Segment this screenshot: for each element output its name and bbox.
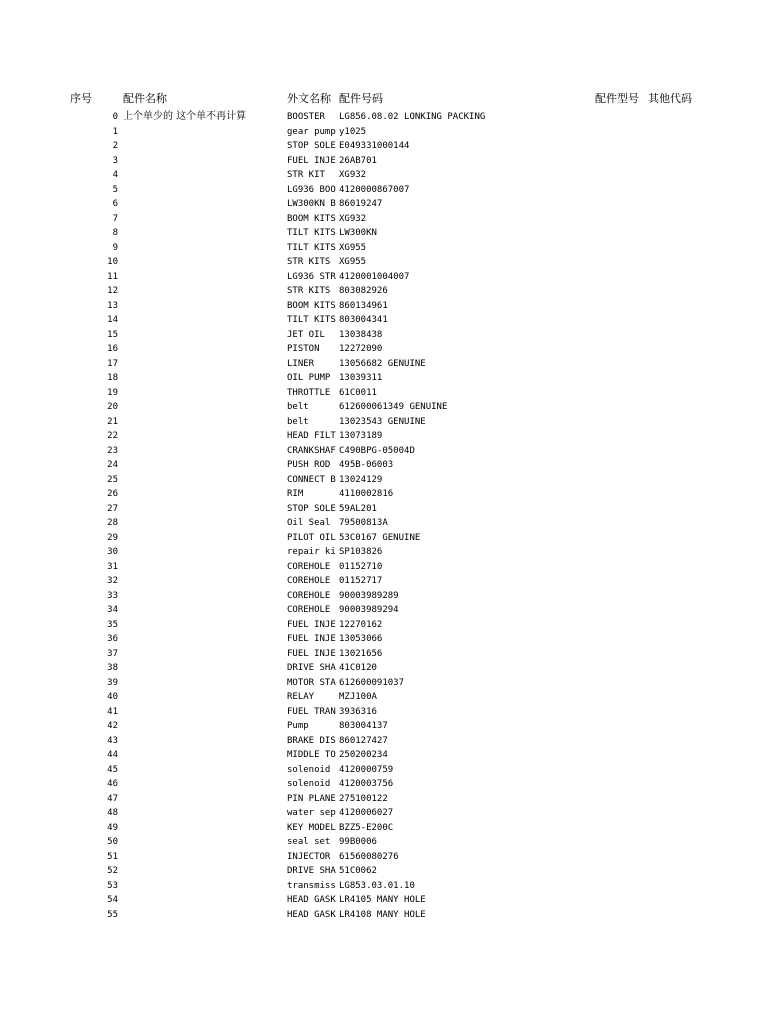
- part-number-cell: 860127427: [339, 735, 388, 746]
- foreign-name-cell: gear pump: [287, 126, 336, 137]
- row-index: 4: [112, 170, 118, 180]
- foreign-name-cell: solenoid: [287, 779, 331, 789]
- foreign-name-cell: MOTOR STA: [287, 677, 336, 688]
- part-number-cell: 12270162: [339, 619, 383, 630]
- row-index: 33: [107, 590, 118, 601]
- table-row: [0, 110, 768, 125]
- foreign-name-cell: belt: [287, 416, 309, 427]
- part-number-cell: 90003989294: [339, 605, 399, 615]
- part-number-cell: C490BPG-05004D: [339, 445, 415, 456]
- part-number-cell: 99B0006: [339, 837, 377, 847]
- foreign-name-cell: water sep: [287, 808, 336, 818]
- table-row: [0, 864, 768, 879]
- row-index: 9: [112, 242, 118, 253]
- table-row: [0, 473, 768, 488]
- foreign-name-cell: THROTTLE: [287, 387, 331, 398]
- row-index: 25: [107, 474, 118, 485]
- row-index: 47: [107, 793, 118, 804]
- table-row: [0, 371, 768, 386]
- part-number-cell: XG955: [339, 257, 367, 267]
- foreign-name-cell: Pump: [287, 721, 309, 731]
- foreign-name-cell: RELAY: [287, 692, 315, 702]
- foreign-name-cell: BOOM KITS: [287, 300, 336, 311]
- foreign-name-cell: FUEL INJE: [287, 155, 336, 166]
- table-row: [0, 632, 768, 647]
- foreign-name-cell: RIM: [287, 489, 304, 499]
- table-row: [0, 168, 768, 183]
- part-number-cell: 13038438: [339, 329, 383, 340]
- foreign-name-cell: OIL PUMP: [287, 373, 331, 383]
- table-row: [0, 516, 768, 531]
- foreign-name-cell: repair ki: [287, 547, 336, 557]
- row-index: 27: [107, 503, 118, 514]
- part-number-cell: 13056682 GENUINE: [339, 358, 426, 369]
- row-index: 43: [107, 735, 118, 746]
- table-row: [0, 545, 768, 560]
- part-number-cell: 250200234: [339, 750, 388, 760]
- foreign-name-cell: FUEL INJE: [287, 648, 336, 659]
- part-number-cell: 13073189: [339, 431, 383, 441]
- table-row: [0, 603, 768, 618]
- row-index: 51: [107, 851, 118, 862]
- table-row: [0, 270, 768, 285]
- part-number-cell: 3936316: [339, 706, 377, 717]
- foreign-name-cell: TILT KITS: [287, 242, 336, 253]
- table-row: [0, 821, 768, 836]
- foreign-name-cell: KEY MODEL: [287, 822, 336, 833]
- part-number-cell: BZZ5-E200C: [339, 822, 394, 833]
- row-index: 17: [107, 358, 118, 369]
- part-number-cell: 803082926: [339, 286, 388, 296]
- table-row: [0, 792, 768, 807]
- part-number-cell: 803004137: [339, 721, 388, 731]
- part-number-cell: MZJ100A: [339, 692, 377, 702]
- row-index: 6: [112, 199, 118, 209]
- foreign-name-cell: TILT KITS: [287, 315, 336, 325]
- table-row: [0, 850, 768, 865]
- row-index: 2: [112, 141, 118, 151]
- table-row: [0, 705, 768, 720]
- row-index: 31: [107, 561, 118, 572]
- header-seq: 序号: [70, 92, 92, 105]
- foreign-name-cell: STR KIT: [287, 170, 325, 180]
- table-row: [0, 458, 768, 473]
- part-number-cell: 79500813A: [339, 518, 388, 528]
- part-number-cell: 90003989289: [339, 590, 399, 601]
- header-foreign-name: 外文名称: [287, 92, 331, 105]
- row-index: 39: [107, 677, 118, 688]
- row-index: 10: [107, 257, 118, 267]
- part-number-cell: 13021656: [339, 648, 383, 659]
- row-index: 40: [107, 692, 118, 702]
- part-number-cell: 26AB701: [339, 155, 377, 166]
- foreign-name-cell: HEAD GASK: [287, 909, 336, 920]
- foreign-name-cell: STOP SOLE: [287, 141, 336, 151]
- part-number-cell: 61560080276: [339, 851, 399, 862]
- table-row: [0, 835, 768, 850]
- table-row: [0, 560, 768, 575]
- table-row: [0, 719, 768, 734]
- foreign-name-cell: DRIVE SHA: [287, 663, 336, 673]
- foreign-name-cell: solenoid: [287, 764, 331, 775]
- row-index: 46: [107, 779, 118, 789]
- row-index: 44: [107, 750, 118, 760]
- part-number-cell: 612600091037: [339, 677, 405, 688]
- part-number-cell: 41C0120: [339, 663, 377, 673]
- table-row: [0, 444, 768, 459]
- part-number-cell: 59AL201: [339, 503, 377, 514]
- row-index: 24: [107, 460, 118, 470]
- foreign-name-cell: STR KITS: [287, 286, 331, 296]
- row-index: 52: [107, 866, 118, 876]
- table-row: [0, 357, 768, 372]
- table-row: [0, 893, 768, 908]
- row-index: 49: [107, 822, 118, 833]
- table-row: [0, 299, 768, 314]
- row-index: 41: [107, 706, 118, 717]
- part-number-cell: 4120006027: [339, 808, 394, 818]
- foreign-name-cell: COREHOLE: [287, 561, 331, 572]
- row-index: 18: [107, 373, 118, 383]
- table-row: [0, 328, 768, 343]
- part-number-cell: 86019247: [339, 199, 383, 209]
- table-row: [0, 879, 768, 894]
- foreign-name-cell: BOOM KITS: [287, 213, 336, 224]
- table-row: [0, 342, 768, 357]
- table-row: [0, 908, 768, 923]
- foreign-name-cell: HEAD FILT: [287, 431, 336, 441]
- part-number-cell: 803004341: [339, 315, 388, 325]
- foreign-name-cell: CONNECT B: [287, 474, 336, 485]
- part-number-cell: 13053066: [339, 634, 383, 644]
- row-index: 54: [107, 895, 118, 905]
- part-number-cell: 4120000759: [339, 764, 394, 775]
- table-row: [0, 415, 768, 430]
- row-index: 37: [107, 648, 118, 659]
- table-row: [0, 313, 768, 328]
- row-index: 22: [107, 431, 118, 441]
- table-row: [0, 212, 768, 227]
- table-row: [0, 589, 768, 604]
- part-number-cell: 4110002816: [339, 489, 394, 499]
- table-row: [0, 154, 768, 169]
- table-row: [0, 400, 768, 415]
- part-number-cell: 53C0167 GENUINE: [339, 532, 421, 543]
- part-number-cell: 61C0011: [339, 387, 377, 398]
- part-number-cell: 495B-06003: [339, 460, 394, 470]
- foreign-name-cell: COREHOLE: [287, 590, 331, 601]
- part-number-cell: LG856.08.02 LONKING PACKING: [339, 112, 486, 122]
- table-row: [0, 502, 768, 517]
- foreign-name-cell: STR KITS: [287, 257, 331, 267]
- header-other-code: 其他代码: [648, 92, 692, 105]
- row-index: 20: [107, 402, 118, 412]
- row-index: 13: [107, 300, 118, 311]
- table-row: [0, 125, 768, 140]
- part-number-cell: XG932: [339, 213, 367, 224]
- foreign-name-cell: INJECTOR: [287, 851, 331, 862]
- part-number-cell: 4120003756: [339, 779, 394, 789]
- row-index: 12: [107, 286, 118, 296]
- table-row: [0, 139, 768, 154]
- foreign-name-cell: STOP SOLE: [287, 503, 336, 514]
- part-number-cell: 13024129: [339, 474, 383, 485]
- row-index: 35: [107, 619, 118, 630]
- row-index: 0: [112, 112, 118, 122]
- row-index: 21: [107, 416, 118, 427]
- part-number-cell: 275100122: [339, 793, 388, 804]
- table-row: [0, 574, 768, 589]
- table-row: [0, 647, 768, 662]
- part-number-cell: 12272090: [339, 344, 383, 354]
- part-number-cell: LG853.03.01.10: [339, 880, 415, 891]
- row-index: 53: [107, 880, 118, 891]
- part-number-cell: SP103826: [339, 547, 383, 557]
- part-number-cell: LR4105 MANY HOLE: [339, 895, 426, 905]
- row-index: 55: [107, 909, 118, 920]
- row-index: 48: [107, 808, 118, 818]
- row-index: 1: [112, 126, 118, 137]
- row-index: 42: [107, 721, 118, 731]
- foreign-name-cell: transmiss: [287, 880, 336, 891]
- table-row: [0, 429, 768, 444]
- row-index: 7: [112, 213, 118, 224]
- row-index: 8: [112, 228, 118, 238]
- row-index: 23: [107, 445, 118, 456]
- row-index: 16: [107, 344, 118, 354]
- part-number-cell: LW300KN: [339, 228, 377, 238]
- foreign-name-cell: PUSH ROD: [287, 460, 331, 470]
- foreign-name-cell: COREHOLE: [287, 576, 331, 586]
- part-number-cell: E049331000144: [339, 141, 410, 151]
- part-number-cell: 860134961: [339, 300, 388, 311]
- foreign-name-cell: PIN PLANE: [287, 793, 336, 804]
- part-number-cell: LR4108 MANY HOLE: [339, 909, 426, 920]
- parts-table: [0, 110, 768, 922]
- row-index: 5: [112, 184, 118, 195]
- table-row: [0, 386, 768, 401]
- foreign-name-cell: Oil Seal: [287, 518, 331, 528]
- row-index: 50: [107, 837, 118, 847]
- foreign-name-cell: LG936 BOO: [287, 184, 336, 195]
- table-row: [0, 748, 768, 763]
- foreign-name-cell: HEAD GASK: [287, 895, 336, 905]
- part-number-cell: XG932: [339, 170, 367, 180]
- part-number-cell: 612600061349 GENUINE: [339, 402, 448, 412]
- table-row: [0, 806, 768, 821]
- foreign-name-cell: seal set: [287, 837, 331, 847]
- table-row: [0, 676, 768, 691]
- table-row: [0, 734, 768, 749]
- foreign-name-cell: JET OIL: [287, 329, 325, 340]
- part-number-cell: 01152710: [339, 561, 383, 572]
- row-index: 30: [107, 547, 118, 557]
- row-index: 29: [107, 532, 118, 543]
- table-row: [0, 661, 768, 676]
- foreign-name-cell: PISTON: [287, 344, 320, 354]
- foreign-name-cell: FUEL INJE: [287, 619, 336, 630]
- table-row: [0, 241, 768, 256]
- foreign-name-cell: LW300KN B: [287, 199, 336, 209]
- foreign-name-cell: COREHOLE: [287, 605, 331, 615]
- row-index: 45: [107, 764, 118, 775]
- part-number-cell: 01152717: [339, 576, 383, 586]
- foreign-name-cell: belt: [287, 402, 309, 412]
- row-index: 28: [107, 518, 118, 528]
- row-index: 15: [107, 329, 118, 340]
- foreign-name-cell: TILT KITS: [287, 228, 336, 238]
- foreign-name-cell: CRANKSHAF: [287, 445, 336, 456]
- table-row: [0, 690, 768, 705]
- row-index: 32: [107, 576, 118, 586]
- table-row: [0, 777, 768, 792]
- part-number-cell: 4120001004007: [339, 271, 410, 282]
- foreign-name-cell: DRIVE SHA: [287, 866, 336, 876]
- row-index: 11: [107, 271, 118, 282]
- part-number-cell: 4120000867007: [339, 184, 410, 195]
- part-number-cell: 13023543 GENUINE: [339, 416, 426, 427]
- part-number-cell: 51C0062: [339, 866, 377, 876]
- header-part-name: 配件名称: [123, 92, 167, 105]
- row-index: 19: [107, 387, 118, 398]
- table-row: [0, 183, 768, 198]
- foreign-name-cell: FUEL INJE: [287, 634, 336, 644]
- foreign-name-cell: LG936 STR: [287, 271, 336, 282]
- header-part-number: 配件号码: [339, 92, 383, 105]
- part-number-cell: XG955: [339, 242, 367, 253]
- foreign-name-cell: BOOSTER: [287, 112, 325, 122]
- table-row: [0, 197, 768, 212]
- table-row: [0, 487, 768, 502]
- part-number-cell: y1025: [339, 126, 367, 137]
- row-index: 36: [107, 634, 118, 644]
- foreign-name-cell: FUEL TRAN: [287, 706, 336, 717]
- table-row: [0, 618, 768, 633]
- table-row: [0, 255, 768, 270]
- foreign-name-cell: PILOT OIL: [287, 532, 336, 543]
- foreign-name-cell: LINER: [287, 358, 315, 369]
- part-number-cell: 13039311: [339, 373, 383, 383]
- foreign-name-cell: BRAKE DIS: [287, 735, 336, 746]
- row-index: 14: [107, 315, 118, 325]
- row-note: 上个单少的 这个单不再计算: [123, 111, 247, 122]
- foreign-name-cell: MIDDLE TO: [287, 750, 336, 760]
- row-index: 34: [107, 605, 118, 615]
- header-part-model: 配件型号: [595, 92, 639, 105]
- row-index: 3: [112, 155, 118, 166]
- table-row: [0, 226, 768, 241]
- row-index: 26: [107, 489, 118, 499]
- table-row: [0, 763, 768, 778]
- table-row: [0, 531, 768, 546]
- row-index: 38: [107, 663, 118, 673]
- table-row: [0, 284, 768, 299]
